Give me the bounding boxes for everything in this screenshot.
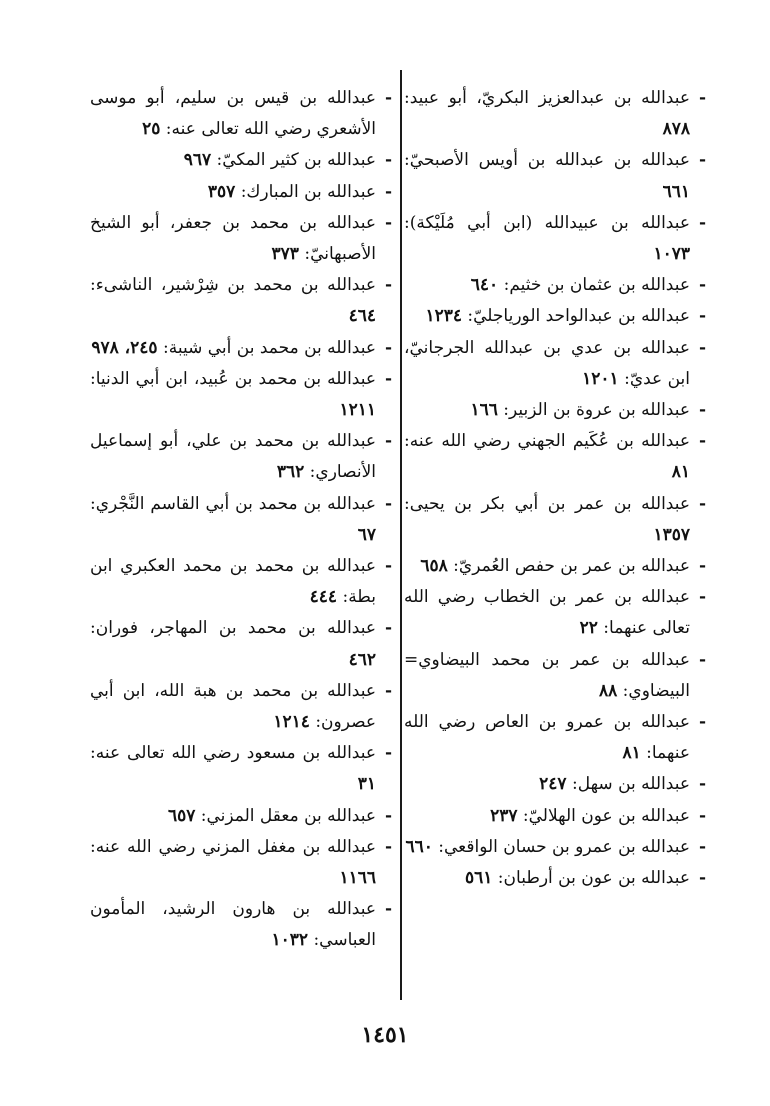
- index-entry: [90, 208, 396, 270]
- entry-page-ref: ٨١: [622, 743, 641, 764]
- entry-page-ref: ٦٦١: [662, 181, 690, 202]
- entry-name: عبدالله بن سهل:: [571, 774, 690, 795]
- entry-page-ref: ٦٧: [357, 524, 376, 545]
- index-entry: [404, 426, 710, 488]
- entry-page-ref: ٨٧٨: [662, 119, 690, 140]
- entry-page-ref: ٤٤٤: [309, 587, 338, 608]
- entry-name: عبدالله بن محمد بن المهاجر، فوران:: [90, 618, 376, 639]
- index-entry: [404, 645, 710, 707]
- entry-name: عبدالله بن قيس بن سليم، أبو موسى الأشعري رضي الله تعالى عنه:: [90, 88, 376, 140]
- entry-page-ref: ٦٥٧: [167, 805, 196, 826]
- index-column-right: [404, 83, 710, 894]
- entry-name: عبدالله بن محمد بن محمد العكبري ابن بطة:: [90, 556, 376, 608]
- index-entry: [90, 801, 396, 832]
- entry-name: عبدالله بن هارون الرشيد، المأمون العباسي:: [90, 899, 376, 951]
- entry-page-ref: ٢٥: [142, 119, 161, 140]
- index-entry: [90, 551, 396, 613]
- index-entry: [90, 676, 396, 738]
- entry-name: عبدالله بن محمد بن هبة الله، ابن أبي عصرون:: [90, 680, 376, 733]
- index-entry: [404, 270, 710, 301]
- index-entry: [404, 801, 710, 832]
- index-entry: [404, 301, 710, 332]
- entry-page-ref: ١٠٧٣: [653, 244, 690, 265]
- entry-name: عبدالله بن عبدالواحد الورياجليّ:: [467, 306, 690, 327]
- entry-name: عبدالله بن محمد بن شِرْشير، الناشىء:: [90, 275, 376, 296]
- entry-name: عبدالله بن عمر بن حفص العُمريّ:: [453, 556, 690, 577]
- entry-name: عبدالله بن محمد بن جعفر، أبو الشيخ الأصبهانيّ:: [90, 212, 376, 265]
- entry-page-ref: ٣٧٣: [271, 244, 299, 265]
- entry-page-ref: ٣٦٢: [276, 462, 305, 483]
- entry-name: عبدالله بن محمد بن علي، أبو إسماعيل الأنصاري:: [90, 431, 376, 483]
- entry-page-ref: ٤٦٤: [348, 306, 376, 327]
- index-entry: [404, 208, 710, 270]
- entry-page-ref: ٨١: [671, 462, 690, 483]
- index-entry: [404, 863, 710, 894]
- entry-name: عبدالله بن عثمان بن خثيم:: [503, 275, 690, 296]
- entry-page-ref: ٦٥٨: [420, 556, 448, 577]
- index-entry: [90, 426, 396, 488]
- page-number: ١٤٥١: [361, 1022, 409, 1048]
- index-entry: [90, 489, 396, 551]
- index-entry: [90, 83, 396, 145]
- entry-name: عبدالله بن محمد بن عُبيد، ابن أبي الدنيا:: [90, 368, 376, 389]
- entry-name: عبدالله بن المبارك:: [240, 181, 376, 202]
- entry-name: عبدالله بن عبدالعزيز البكريّ، أبو عبيد:: [404, 88, 690, 108]
- index-entry: [404, 489, 710, 551]
- entry-page-ref: ١٢١٤: [273, 712, 310, 733]
- entry-name: عبدالله بن عبيدالله (ابن أبي مُلَيْكة):: [404, 212, 690, 233]
- entry-page-ref: ٣١: [357, 774, 376, 795]
- index-entry: [404, 832, 710, 863]
- entry-name: عبدالله بن عدي بن عبدالله الجرجانيّ، ابن عديّ:: [404, 337, 690, 389]
- index-entry: [404, 707, 710, 769]
- index-entry: [404, 395, 710, 426]
- entry-name: عبدالله بن عبدالله بن أويس الأصبحيّ:: [404, 150, 690, 171]
- index-entry: [404, 551, 710, 582]
- entry-name: عبدالله بن محمد بن أبي شيبة:: [162, 337, 376, 358]
- index-entry: [404, 769, 710, 800]
- entry-name: عبدالله بن عمر بن الخطاب رضي الله تعالى عنهما:: [404, 587, 690, 639]
- index-entry: [90, 613, 396, 675]
- index-entry: [90, 177, 396, 208]
- entry-page-ref: ٢٣٧: [490, 805, 518, 826]
- index-entry: [90, 270, 396, 332]
- index-entry: [404, 582, 710, 644]
- entry-page-ref: ١٢٠١: [582, 368, 619, 389]
- entry-page-ref: ١٣٥٧: [653, 524, 690, 545]
- index-column-left: [90, 83, 396, 957]
- index-entry: [90, 738, 396, 800]
- entry-name: عبدالله بن محمد بن أبي القاسم النَّجْري:: [90, 493, 376, 514]
- entry-name: عبدالله بن عمر بن محمد البيضاوي= البيضاوي:: [404, 649, 690, 701]
- index-entry: [90, 364, 396, 426]
- entry-page-ref: ٢٤٧: [539, 774, 567, 795]
- index-entry: [90, 333, 396, 364]
- index-entry: [90, 145, 396, 176]
- entry-name: عبدالله بن معقل المزني:: [200, 805, 376, 826]
- index-entry: [404, 83, 710, 145]
- entry-page-ref: ١٠٣٢: [271, 930, 309, 951]
- index-entry: [90, 894, 396, 956]
- index-entry: [404, 333, 710, 395]
- entry-page-ref: ٦٦٠: [405, 836, 433, 857]
- entry-page-ref: ٦٤٠: [470, 275, 499, 296]
- entry-name: عبدالله بن عُكَيم الجهني رضي الله عنه:: [404, 431, 690, 452]
- entry-page-ref: ٩٦٧: [183, 150, 212, 171]
- entry-name: عبدالله بن مسعود رضي الله تعالى عنه:: [90, 743, 376, 764]
- index-entry: [404, 145, 710, 207]
- entry-name: عبدالله بن عمرو بن العاص رضي الله عنهما:: [404, 712, 690, 764]
- entry-name: عبدالله بن عمر بن أبي بكر بن يحيى:: [404, 493, 690, 514]
- entry-page-ref: ١٦٦: [470, 400, 498, 421]
- entry-page-ref: ٢٤٥، ٩٧٨: [91, 337, 158, 358]
- entry-page-ref: ١١٦٦: [339, 868, 376, 889]
- entry-page-ref: ٤٦٢: [348, 649, 376, 670]
- entry-page-ref: ٢٢: [579, 618, 598, 639]
- column-divider: [400, 70, 402, 1000]
- entry-name: عبدالله بن عون بن أرطبان:: [497, 868, 690, 889]
- entry-page-ref: ١٢١١: [339, 400, 376, 421]
- entry-name: عبدالله بن مغفل المزني رضي الله عنه:: [90, 836, 376, 857]
- entry-page-ref: ٥٦١: [464, 868, 493, 889]
- entry-name: عبدالله بن عمرو بن حسان الواقعي:: [438, 836, 690, 857]
- entry-page-ref: ٨٨: [599, 680, 618, 701]
- entry-name: عبدالله بن عروة بن الزبير:: [503, 400, 690, 421]
- index-entry: [90, 832, 396, 894]
- entry-name: عبدالله بن عون الهلاليّ:: [522, 805, 690, 826]
- entry-name: عبدالله بن كثير المكيّ:: [216, 150, 376, 171]
- entry-page-ref: ٣٥٧: [207, 181, 236, 202]
- entry-page-ref: ١٢٣٤: [425, 306, 462, 327]
